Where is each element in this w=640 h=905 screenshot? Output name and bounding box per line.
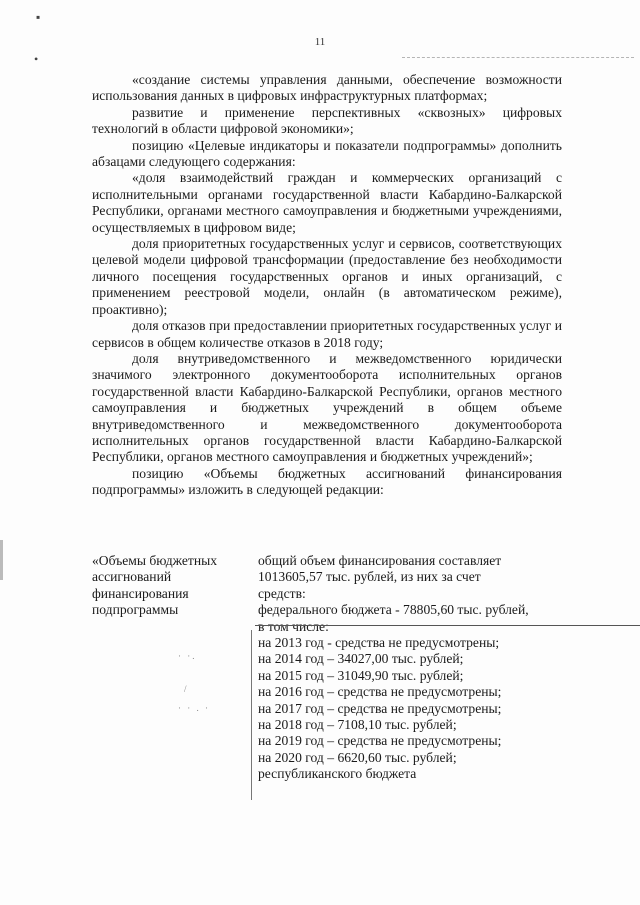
text-line: доля отказов при предоставлении приоритетных государственных: [132, 318, 516, 334]
scan-rule: [402, 57, 634, 58]
text-line: доля внутриведомственного и межведомственного юридически: [132, 350, 562, 366]
text-line: технологий в области цифровой экономики»;: [92, 121, 354, 137]
scan-dots: · · . ·: [178, 703, 210, 713]
scan-edge-mark: [0, 540, 3, 580]
text-line: государственной власти Кабардино-Балкарской Республики, органов: [92, 383, 503, 399]
scan-dots: /: [184, 684, 189, 694]
cell-line: финансирования: [92, 585, 189, 601]
text-line: исполнительных органов государственной власти: [92, 432, 414, 448]
cell-line: на 2016 год – средства не предусмотрены;: [258, 684, 502, 700]
text-line: дополнить абзацами следующего содержания:: [92, 137, 562, 170]
cell-line: на 2020 год – 6620,60 тыс. рублей;: [258, 749, 457, 765]
cell-line: федерального бюджета - 78805,60 тыс. рублей,: [258, 602, 529, 618]
text-line: доля приоритетных государственных услуг и сервисов,: [132, 236, 455, 252]
table-row: [92, 553, 572, 783]
text-line: Кабардино-Балкарской Республики, органами местного самоуправления: [92, 186, 562, 219]
paragraph: [92, 105, 562, 138]
cell-line: в том числе:: [258, 618, 329, 634]
paragraph: [92, 351, 562, 466]
funding-table: [92, 553, 572, 783]
text-line: возможности использования данных в цифровых инфраструктурных: [92, 72, 562, 104]
text-line: реестровой модели, онлайн (в автоматическом режиме), проактивно);: [92, 285, 562, 317]
scan-dots: · ·.: [178, 651, 197, 661]
cell-line: на 2013 год - средства не предусмотрены;: [258, 635, 500, 651]
paragraph: [92, 318, 562, 351]
scan-mark: •: [34, 52, 39, 66]
text-line: соответствующих целевой модели цифровой трансформации: [92, 236, 562, 268]
text-line: местного самоуправления и бюджетных учреждений в общем объеме: [92, 383, 562, 416]
page-number: 11: [314, 36, 326, 48]
cell-line: на 2018 год – 7108,10 тыс. рублей;: [258, 717, 457, 733]
paragraph: [92, 466, 562, 499]
text-line: развитие и применение перспективных «сквозных» цифровых: [132, 104, 562, 120]
paragraph: [92, 138, 562, 171]
cell-line: на 2014 год – 34027,00 тыс. рублей;: [258, 651, 464, 667]
text-line: услуг и сервисов в общем количестве отказов в 2018 году;: [92, 318, 562, 350]
text-line: позицию «Объемы бюджетных ассигнований финансирования: [132, 465, 562, 481]
text-line: (предоставление без необходимости личного посещения: [92, 252, 563, 284]
text-line: подпрограммы» изложить в следующей редакции:: [92, 482, 384, 498]
table-cell-label: [92, 553, 258, 783]
cell-line: средств:: [258, 585, 306, 601]
text-line: Кабардино-Балкарской Республики, органов местного самоуправления: [92, 432, 562, 465]
text-line: с исполнительными органами государственной власти: [92, 170, 562, 202]
table-column-divider: [251, 630, 252, 800]
text-line: платформах;: [414, 88, 488, 104]
text-line: внутриведомственного и межведомственного документооборота: [92, 416, 562, 432]
paragraph: [92, 236, 562, 318]
cell-line: на 2017 год – средства не предусмотрены;: [258, 700, 502, 716]
cell-line: 1013605,57 тыс. рублей, из них за счет: [258, 569, 481, 585]
text-line: позицию «Целевые индикаторы и показатели подпрограммы»: [132, 137, 497, 153]
cell-line: подпрограммы: [92, 602, 179, 618]
text-line: государственных органов и иных организаций, с применением: [92, 268, 562, 301]
cell-line: республиканского бюджета: [258, 766, 417, 782]
cell-line: ассигнований: [92, 569, 172, 585]
text-line: «доля взаимодействий граждан и коммерческих организаций: [132, 170, 542, 186]
text-line: «создание системы управления данными, обеспечение: [132, 72, 476, 87]
table-divider: [255, 625, 640, 626]
text-line: и бюджетными учреждениями, осуществляемых в цифровом виде;: [92, 203, 562, 235]
scan-mark: ▪: [36, 10, 41, 24]
body-text: [92, 72, 562, 499]
paragraph: [92, 170, 562, 236]
cell-line: на 2015 год – 31049,90 тыс. рублей;: [258, 667, 464, 683]
text-line: значимого электронного документооборота исполнительных органов: [92, 367, 562, 383]
cell-line: общий объем финансирования составляет: [258, 553, 502, 568]
text-line: и бюджетных учреждений»;: [369, 449, 533, 465]
cell-line: на 2019 год – средства не предусмотрены;: [258, 733, 502, 749]
paragraph: [92, 72, 562, 105]
table-cell-value: [258, 553, 572, 783]
cell-line: «Объемы бюджетных: [92, 553, 218, 568]
